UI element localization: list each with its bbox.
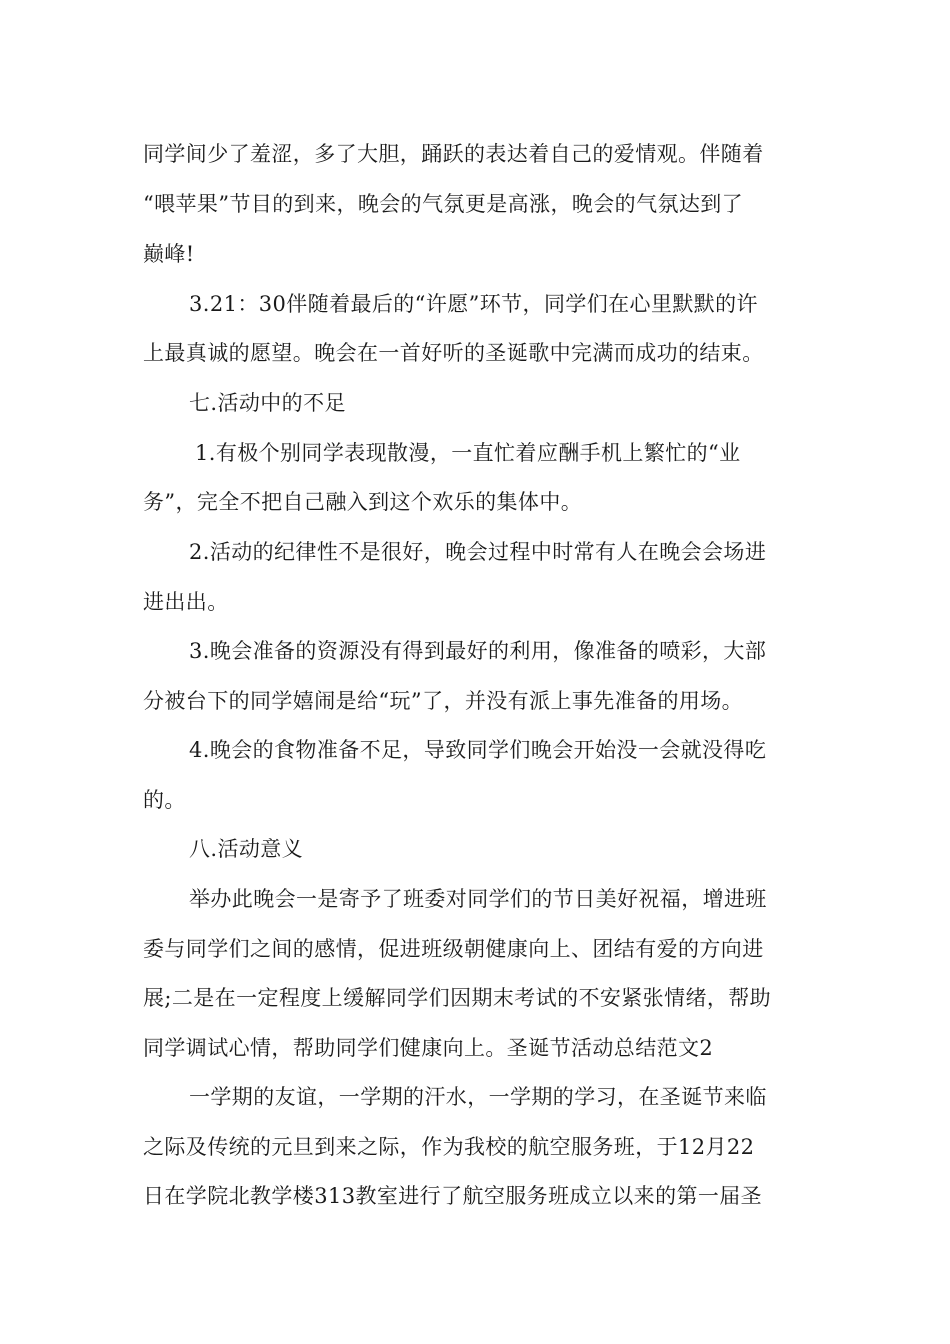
body-text-line: 进出出。 <box>143 590 229 614</box>
body-text-line: 之际及传统的元旦到来之际，作为我校的航空服务班，于12月22 <box>143 1135 755 1159</box>
body-text-line: 4.晚会的食物准备不足，导致同学们晚会开始没一会就没得吃 <box>189 738 767 762</box>
body-text-line: 展;二是在一定程度上缓解同学们因期末考试的不安紧张情绪，帮助 <box>143 986 772 1010</box>
body-text-line: 3.晚会准备的资源没有得到最好的利用，像准备的喷彩，大部 <box>189 639 767 663</box>
body-text-line: 巅峰! <box>143 242 195 266</box>
body-text-line: 日在学院北教学楼313教室进行了航空服务班成立以来的第一届圣 <box>143 1184 763 1208</box>
body-text-line: 2.活动的纪律性不是很好，晚会过程中时常有人在晚会会场进 <box>189 540 767 564</box>
body-text-line: “喂苹果”节目的到来，晚会的气氛更是高涨，晚会的气氛达到了 <box>143 192 744 216</box>
body-text-line: 3.21：30伴随着最后的“许愿”环节，同学们在心里默默的许 <box>189 292 758 316</box>
section-heading-significance: 八.活动意义 <box>189 837 304 861</box>
body-text-line: 上最真诚的愿望。晚会在一首好听的圣诞歌中完满而成功的结束。 <box>143 341 764 365</box>
section-heading-shortcomings: 七.活动中的不足 <box>189 391 346 415</box>
body-text-line: 的。 <box>143 788 186 812</box>
body-text-line: 委与同学们之间的感情，促进班级朝健康向上、团结有爱的方向进 <box>143 937 764 961</box>
body-text-line: 举办此晚会一是寄予了班委对同学们的节日美好祝福，增进班 <box>189 887 767 911</box>
body-text-line: 一学期的友谊，一学期的汗水，一学期的学习，在圣诞节来临 <box>189 1085 767 1109</box>
body-text-line: 同学调试心情，帮助同学们健康向上。圣诞节活动总结范文2 <box>143 1036 714 1060</box>
body-text-line: 务”，完全不把自己融入到这个欢乐的集体中。 <box>143 490 583 514</box>
body-text-line: 分被台下的同学嬉闹是给“玩”了，并没有派上事先准备的用场。 <box>143 689 744 713</box>
body-text-line: 同学间少了羞涩，多了大胆，踊跃的表达着自己的爱情观。伴随着 <box>143 142 764 166</box>
body-text-line: 1.有极个别同学表现散漫，一直忙着应酬手机上繁忙的“业 <box>195 441 741 465</box>
